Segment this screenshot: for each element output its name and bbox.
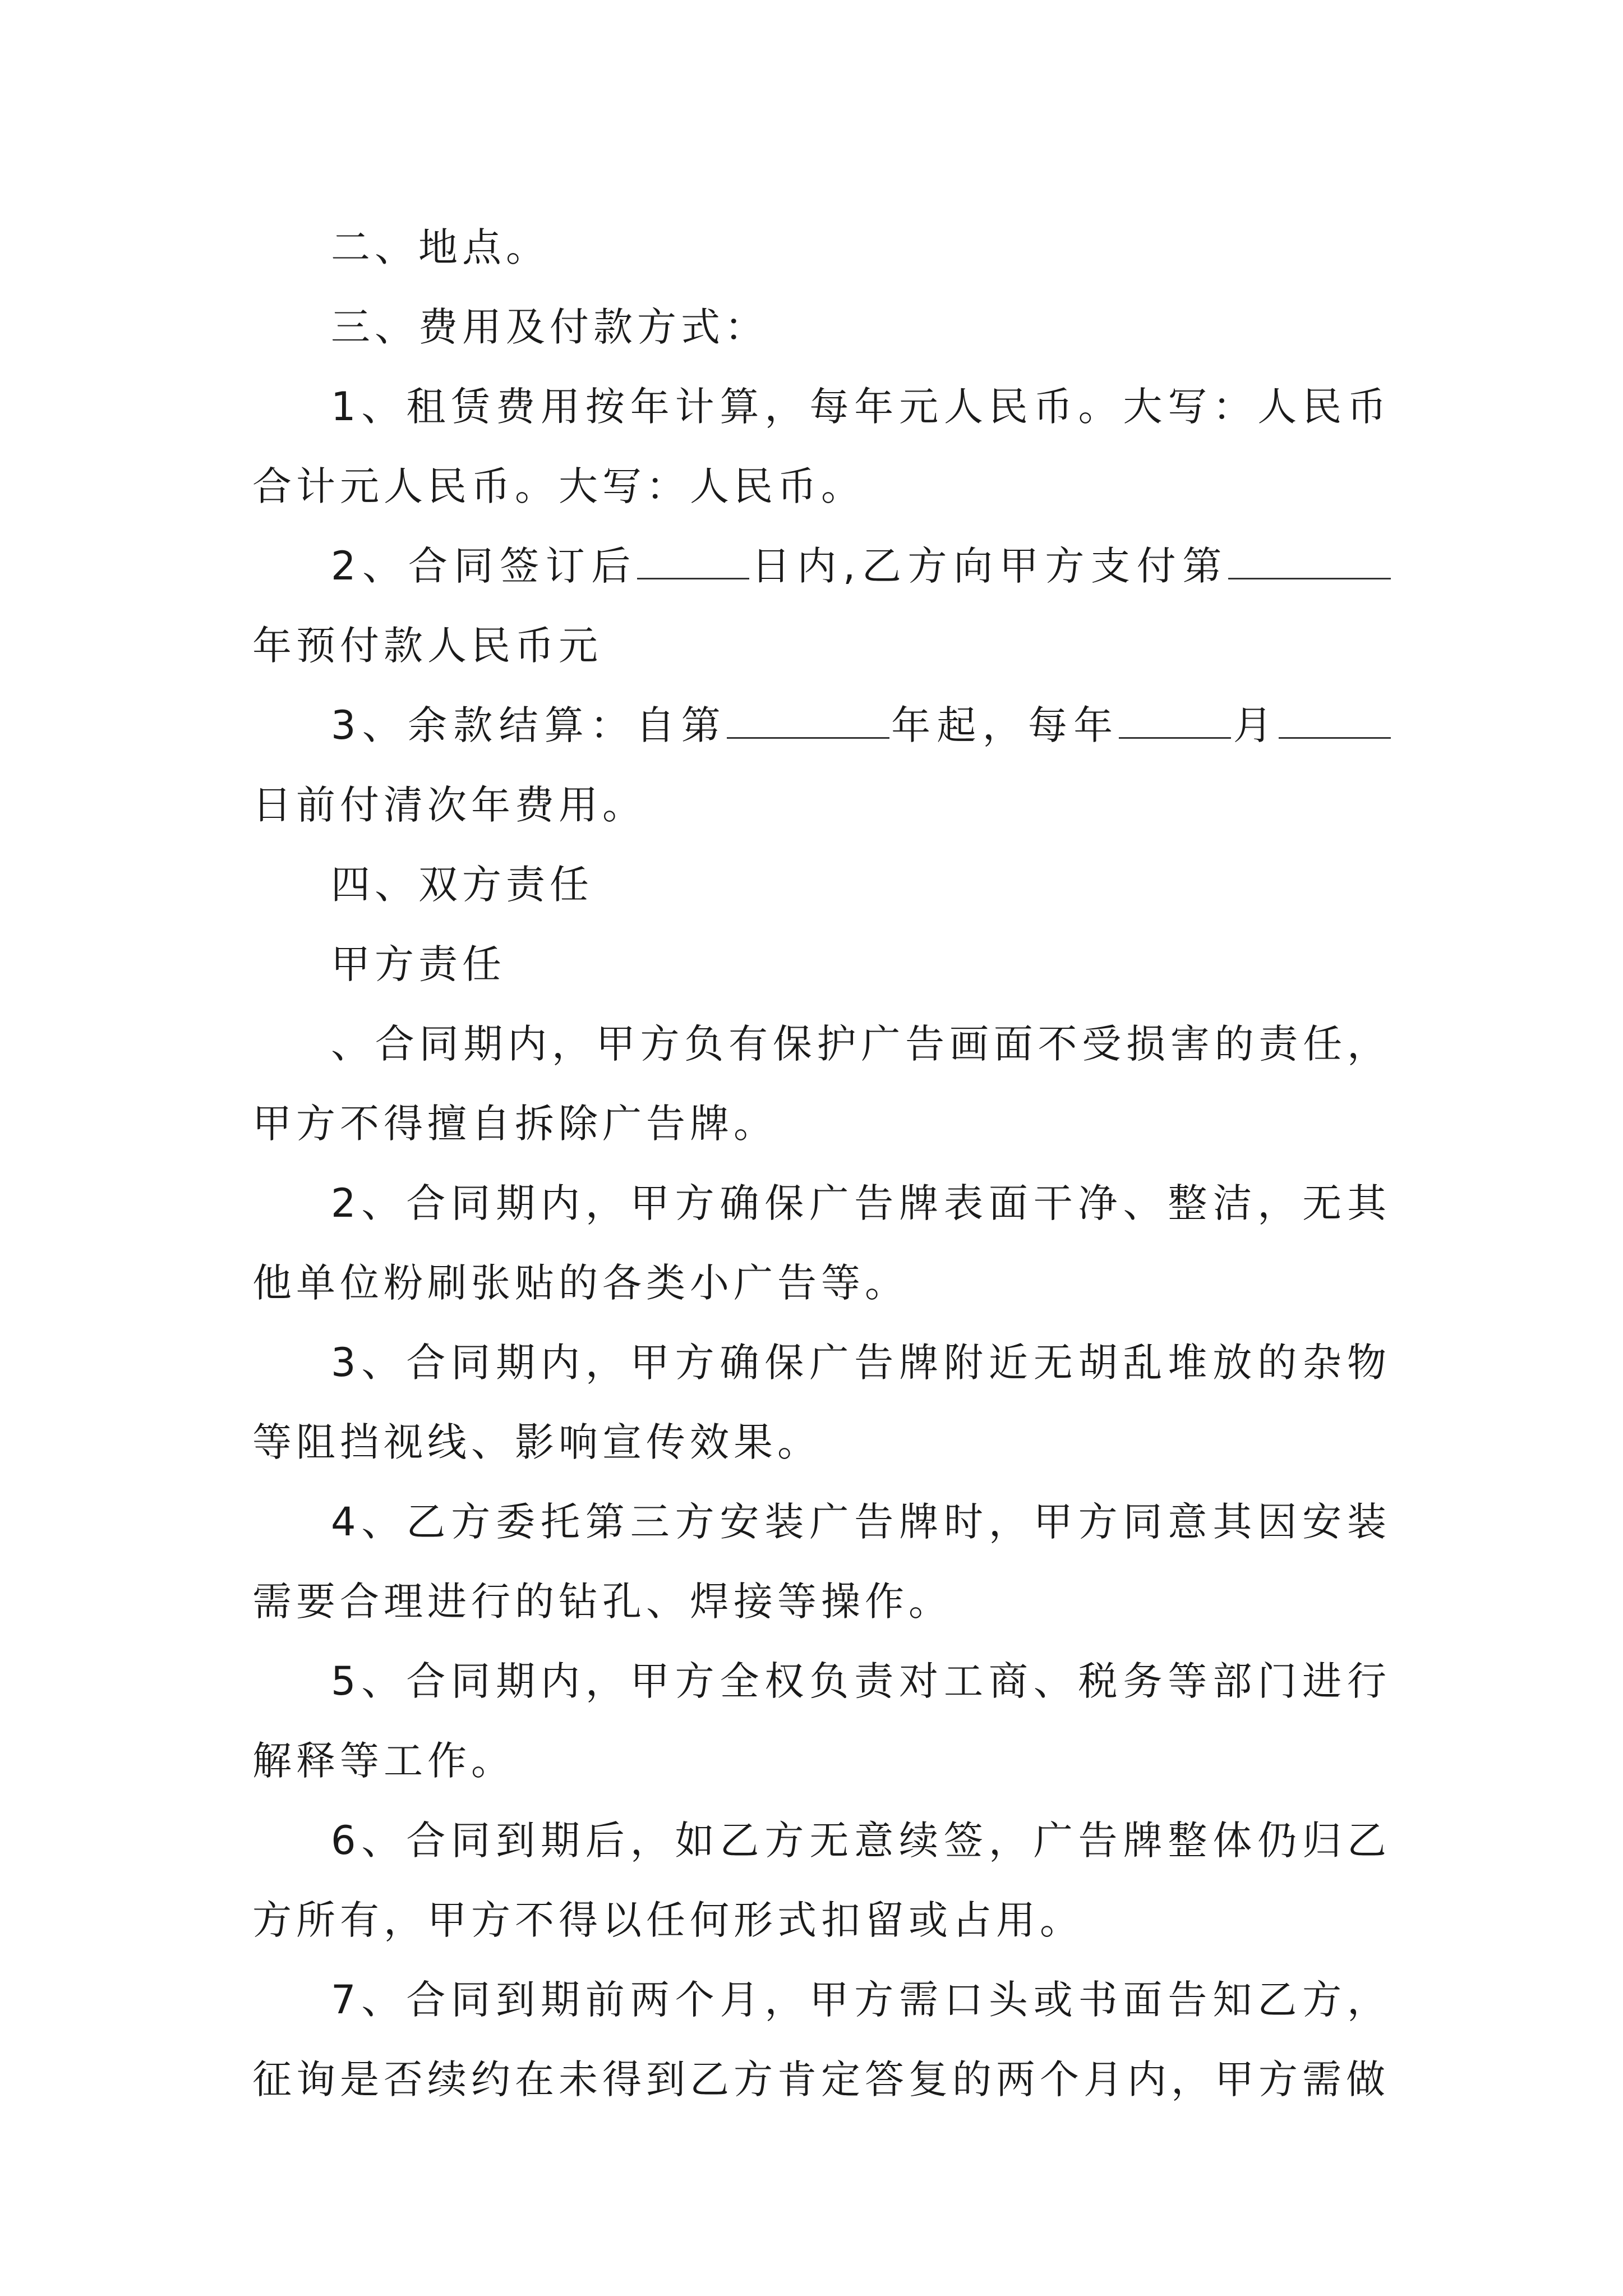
fee-clause-3 [252, 685, 1391, 845]
section-location-heading: 二、地点。 [331, 224, 550, 270]
fee-clause-3-part-1: 3、余款结算：自第 [331, 702, 727, 748]
fee-clause-1: 1、租赁费用按年计算，每年元人民币。大写：人民币合计元人民币。大写：人民币。 [252, 384, 1391, 509]
party-a-responsibility-heading: 甲方责任 [331, 941, 506, 987]
blank-line-start-year [727, 700, 889, 739]
party-a-clause-6: 6、合同到期后，如乙方无意续签，广告牌整体仍归乙方所有，甲方不得以任何形式扣留或占用。 [252, 1818, 1391, 1943]
party-a-clause-1: 、合同期内，甲方负有保护广告画面不受损害的责任，甲方不得擅自拆除广告牌。 [252, 1021, 1391, 1147]
section-fees-heading: 三、费用及付款方式： [331, 304, 768, 350]
party-a-clause-3: 3、合同期内，甲方确保广告牌附近无胡乱堆放的杂物等阻挡视线、影响宣传效果。 [252, 1340, 1391, 1465]
party-a-clause-2: 2、合同期内，甲方确保广告牌表面干净、整洁，无其他单位粉刷张贴的各类小广告等。 [252, 1180, 1391, 1306]
fee-clause-2-part-3: 年预付款人民币元 [252, 623, 602, 669]
party-a-clause-4: 4、乙方委托第三方安装广告牌时，甲方同意其因安装需要合理进行的钻孔、焊接等操作。 [252, 1499, 1391, 1625]
fee-clause-2 [252, 526, 1391, 685]
fee-clause-3-part-3: 月 [1231, 702, 1279, 748]
section-responsibilities-heading: 四、双方责任 [331, 862, 593, 908]
blank-line-day [1279, 700, 1391, 739]
fee-clause-3-part-4: 日前付清次年费用。 [252, 782, 646, 828]
party-a-clause-5: 5、合同期内，甲方全权负责对工商、税务等部门进行解释等工作。 [252, 1658, 1391, 1784]
blank-line-month [1119, 700, 1231, 739]
party-a-clause-7: 7、合同到期前两个月，甲方需口头或书面告知乙方，征询是否续约在未得到乙方肯定答复的两个月内，甲方需做 [252, 1977, 1391, 2102]
fee-clause-2-part-1: 2、合同签订后 [331, 543, 638, 589]
blank-line-days [637, 541, 749, 580]
fee-clause-2-part-2: 日内,乙方向甲方支付第 [749, 543, 1228, 589]
fee-clause-3-part-2: 年起，每年 [889, 702, 1119, 748]
blank-line-year [1228, 541, 1391, 580]
document-body [252, 208, 1391, 2119]
